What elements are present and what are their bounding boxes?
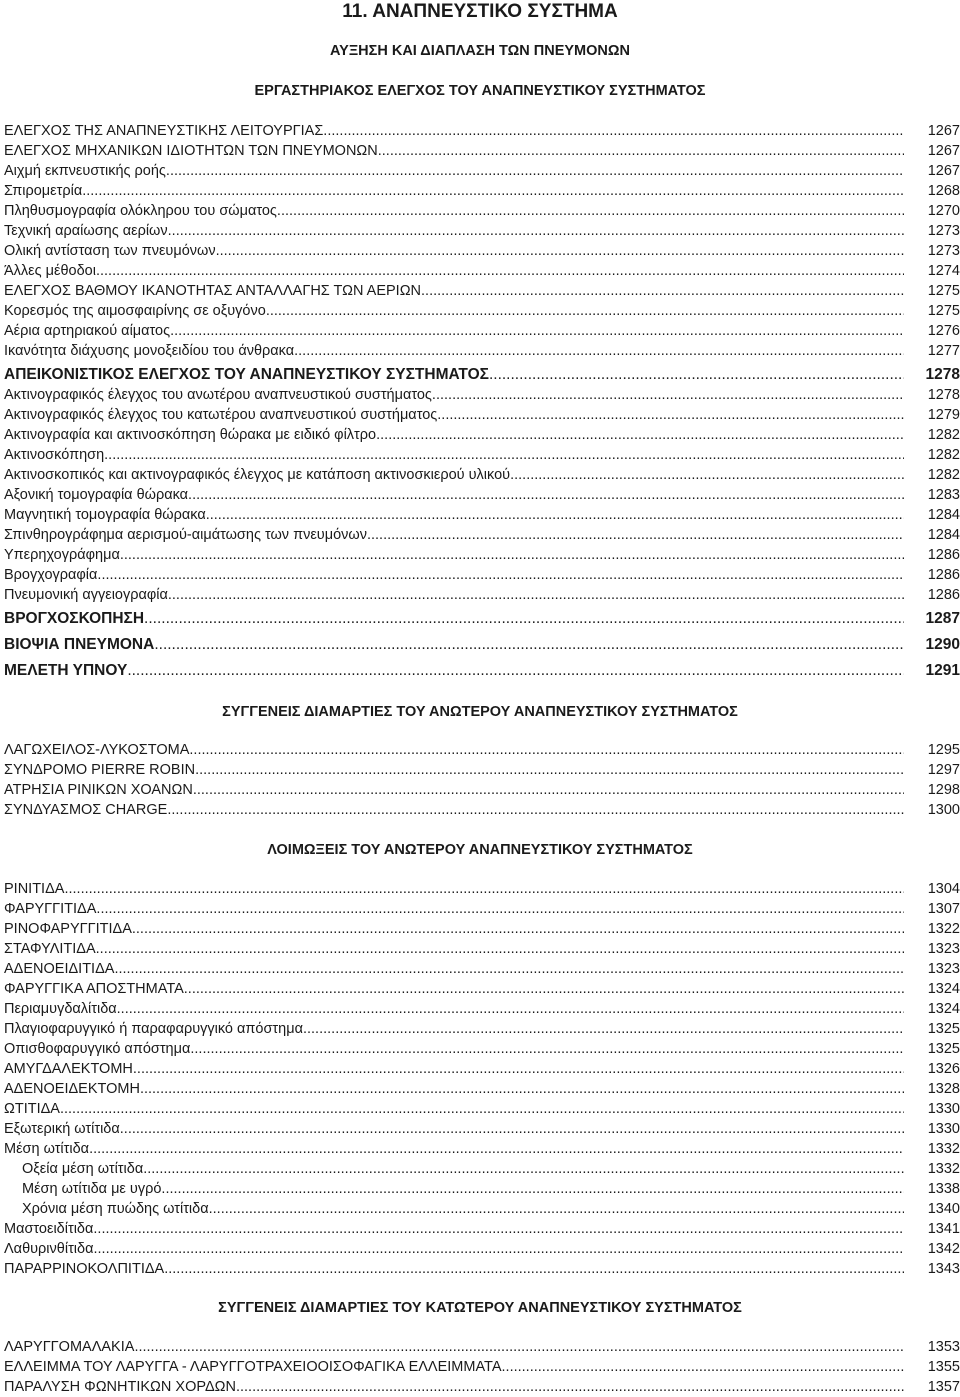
toc-entry-label — [4, 425, 904, 445]
toc-entry-text: Περιαμυγδαλίτιδα — [4, 1001, 117, 1017]
toc-entry[interactable] — [4, 445, 960, 465]
toc-entry[interactable] — [4, 405, 960, 425]
toc-entry-page: 1284 — [927, 527, 960, 543]
toc-entry-page: 1295 — [927, 742, 960, 758]
toc-entry-text: Οξεία μέση ωτίτιδα — [22, 1161, 144, 1177]
toc-entry-page: 1325 — [927, 1041, 960, 1057]
toc-entry-label — [4, 879, 904, 899]
toc-entry[interactable] — [4, 465, 960, 485]
toc-entry[interactable] — [4, 1259, 960, 1279]
toc-entry-page: 1278 — [925, 366, 960, 383]
toc-entry-page: 1330 — [927, 1121, 960, 1137]
toc-entry-page: 1323 — [927, 941, 960, 957]
toc-entry-text: Εξωτερική ωτίτιδα — [4, 1121, 120, 1137]
toc-entry[interactable] — [4, 321, 960, 341]
toc-entry[interactable] — [4, 1337, 960, 1357]
toc-entry-label — [4, 1219, 904, 1239]
toc-entry-text: ΜΕΛΕΤΗ ΥΠΝΟΥ — [4, 662, 128, 679]
toc-entry[interactable] — [4, 1099, 960, 1119]
toc-entry-label — [4, 899, 904, 919]
toc-entry[interactable] — [4, 301, 960, 321]
toc-entry-text: Αέρια αρτηριακού αίματος — [4, 323, 171, 339]
toc-entry-text: Σπινθηρογράφημα αερισμού-αιμάτωσης των πνευμόνων — [4, 527, 367, 543]
toc-entry-page: 1342 — [927, 1241, 960, 1257]
toc-entry[interactable] — [4, 261, 960, 281]
toc-entry-page: 1298 — [927, 782, 960, 798]
toc-entry-text: Τεχνική αραίωσης αερίων — [4, 223, 168, 239]
toc-entry[interactable] — [4, 661, 960, 681]
toc-entry[interactable] — [4, 1199, 960, 1219]
toc-entry[interactable] — [4, 1119, 960, 1139]
toc-entry[interactable] — [4, 999, 960, 1019]
toc-entry[interactable] — [4, 780, 960, 800]
toc-entry-label — [4, 585, 904, 605]
toc-entry-page: 1330 — [927, 1101, 960, 1117]
toc-entry-page: 1286 — [927, 547, 960, 563]
toc-entry-text: Ικανότητα διάχυσης μονοξειδίου του άνθρακα — [4, 343, 295, 359]
toc-entry-page: 1275 — [927, 303, 960, 319]
toc-entry-text: Αιχμή εκπνευστικής ροής — [4, 163, 166, 179]
toc-entry-label — [4, 1239, 904, 1259]
toc-entry-page: 1323 — [927, 961, 960, 977]
toc-entry-label — [4, 760, 904, 780]
toc-entry-page: 1332 — [927, 1161, 960, 1177]
toc-entry-page: 1276 — [927, 323, 960, 339]
toc-entry-label — [4, 635, 904, 655]
page-title: 11. ΑΝΑΠΝΕΥΣΤΙΚΟ ΣΥΣΤΗΜΑ — [342, 1, 618, 22]
toc-entry[interactable] — [4, 585, 960, 605]
toc-entry-page: 1279 — [927, 407, 960, 423]
toc-entry-page: 1355 — [927, 1359, 960, 1375]
toc-entry-text: Πνευμονική αγγειογραφία — [4, 587, 168, 603]
toc-entry-text: ΡΙΝΟΦΑΡΥΓΓΙΤΙΔΑ — [4, 921, 132, 937]
toc-entry-label — [4, 1019, 904, 1039]
toc-entry-page: 1267 — [927, 123, 960, 139]
toc-entry-page: 1273 — [927, 243, 960, 259]
toc-entry-page: 1326 — [927, 1061, 960, 1077]
toc-entry-label — [4, 959, 904, 979]
section-heading: ΣΥΓΓΕΝΕΙΣ ΔΙΑΜΑΡΤΙΕΣ ΤΟΥ ΑΝΩΤΕΡΟΥ ΑΝΑΠΝΕΥΣΤΙΚΟΥ ΣΥΣΤΗΜΑΤΟΣ — [222, 704, 738, 720]
toc-entry-page: 1357 — [927, 1379, 960, 1395]
toc-entry-page: 1275 — [927, 283, 960, 299]
toc-entry-page: 1307 — [927, 901, 960, 917]
toc-entry-label — [4, 505, 904, 525]
toc-entry[interactable] — [4, 485, 960, 505]
toc-entry[interactable] — [4, 1019, 960, 1039]
toc-entry-page: 1284 — [927, 507, 960, 523]
toc-entry-page: 1277 — [927, 343, 960, 359]
toc-entry-label — [4, 545, 904, 565]
toc-entry-label — [4, 740, 904, 760]
toc-entry-text: ΩΤΙΤΙΔΑ — [4, 1101, 60, 1117]
toc-entry-text: Ακτινογραφικός έλεγχος του ανωτέρου αναπνευστικού συστήματος — [4, 387, 432, 403]
toc-entry-label — [4, 161, 904, 181]
toc-entry[interactable] — [4, 1377, 960, 1397]
section-heading: ΕΡΓΑΣΤΗΡΙΑΚΟΣ ΕΛΕΓΧΟΣ ΤΟΥ ΑΝΑΠΝΕΥΣΤΙΚΟΥ ΣΥΣΤΗΜΑΤΟΣ — [254, 83, 706, 99]
toc-entry[interactable] — [4, 740, 960, 760]
toc-entry-label — [4, 661, 904, 681]
toc-entry-page: 1341 — [927, 1221, 960, 1237]
toc-entry-label — [4, 1159, 904, 1179]
toc-entry-text: Βρογχογραφία — [4, 567, 98, 583]
toc-entry-page: 1278 — [927, 387, 960, 403]
toc-entry-label — [4, 1059, 904, 1079]
toc-entry-label — [4, 1079, 904, 1099]
toc-entry-text: ΣΥΝΔΡΟΜΟ PIERRE ROBIN — [4, 762, 196, 778]
toc-entry-page: 1343 — [927, 1261, 960, 1277]
toc-entry-text: Αξονική τομογραφία θώρακα — [4, 487, 189, 503]
toc-entry[interactable] — [4, 221, 960, 241]
toc-entry[interactable] — [4, 385, 960, 405]
section-heading: ΣΥΓΓΕΝΕΙΣ ΔΙΑΜΑΡΤΙΕΣ ΤΟΥ ΚΑΤΩΤΕΡΟΥ ΑΝΑΠΝΕΥΣΤΙΚΟΥ ΣΥΣΤΗΜΑΤΟΣ — [218, 1300, 742, 1316]
toc-entry-page: 1282 — [927, 467, 960, 483]
toc-entry[interactable] — [4, 1139, 960, 1159]
toc-entry[interactable] — [4, 281, 960, 301]
toc-entry-text: Πλαγιοφαρυγγικό ή παραφαρυγγικό απόστημα — [4, 1021, 303, 1037]
toc-entry-text: ΕΛΕΓΧΟΣ ΤΗΣ ΑΝΑΠΝΕΥΣΤΙΚΗΣ ΛΕΙΤΟΥΡΓΙΑΣ — [4, 123, 324, 139]
toc-entry-text: ΣΤΑΦΥΛΙΤΙΔΑ — [4, 941, 96, 957]
sub-heading: ΑΥΞΗΣΗ ΚΑΙ ΔΙΑΠΛΑΣΗ ΤΩΝ ΠΝΕΥΜΟΝΩΝ — [330, 43, 630, 59]
toc-entry-text: ΠΑΡΑΡΡΙΝΟΚΟΛΠΙΤΙΔΑ — [4, 1261, 165, 1277]
toc-entry-page: 1283 — [927, 487, 960, 503]
toc-entry-page: 1324 — [927, 981, 960, 997]
toc-entry[interactable] — [4, 1039, 960, 1059]
toc-entry-page: 1270 — [927, 203, 960, 219]
toc-entry-text: Μέση ωτίτιδα με υγρό — [22, 1181, 162, 1197]
toc-entry[interactable] — [4, 899, 960, 919]
toc-entry-label — [4, 321, 904, 341]
toc-entry-text: ΕΛΕΓΧΟΣ ΜΗΧΑΝΙΚΩΝ ΙΔΙΟΤΗΤΩΝ ΤΩΝ ΠΝΕΥΜΟΝΩΝ — [4, 143, 378, 159]
toc-entry-label — [4, 181, 904, 201]
toc-entry-label — [4, 141, 904, 161]
toc-entry-text: ΑΤΡΗΣΙΑ ΡΙΝΙΚΩΝ ΧΟΑΝΩΝ — [4, 782, 193, 798]
toc-entry[interactable] — [4, 1079, 960, 1099]
toc-entry-page: 1322 — [927, 921, 960, 937]
toc-entry[interactable] — [4, 121, 960, 141]
toc-entry-page: 1353 — [927, 1339, 960, 1355]
toc-entry[interactable] — [4, 959, 960, 979]
toc-entry-label — [4, 465, 904, 485]
toc-entry-text: Ακτινογραφία και ακτινοσκόπηση θώρακα με ειδικό φίλτρο — [4, 427, 377, 443]
toc-entry-label — [4, 1199, 904, 1219]
toc-entry-text: Μέση ωτίτιδα — [4, 1141, 90, 1157]
toc-entry-page: 1340 — [927, 1201, 960, 1217]
toc-entry-text: ΦΑΡΥΓΓΙΤΙΔΑ — [4, 901, 97, 917]
toc-entry-page: 1274 — [927, 263, 960, 279]
toc-entry[interactable] — [4, 365, 960, 385]
toc-entry-text: ΕΛΕΓΧΟΣ ΒΑΘΜΟΥ ΙΚΑΝΟΤΗΤΑΣ ΑΝΤΑΛΛΑΓΗΣ ΤΩΝ ΑΕΡΙΩΝ — [4, 283, 422, 299]
toc-entry[interactable] — [4, 879, 960, 899]
toc-entry[interactable] — [4, 979, 960, 999]
toc-entry-page: 1287 — [925, 610, 960, 627]
toc-entry-page: 1267 — [927, 163, 960, 179]
toc-entry[interactable] — [4, 1059, 960, 1079]
toc-entry-page: 1338 — [927, 1181, 960, 1197]
toc-entry-label — [4, 241, 904, 261]
toc-entry-label — [4, 121, 904, 141]
toc-entry-text: ΕΛΛΕΙΜΜΑ ΤΟΥ ΛΑΡΥΓΓΑ - ΛΑΡΥΓΓΟΤΡΑΧΕΙΟΟΙΣΟΦΑΓΙΚΑ ΕΛΛΕΙΜΜΑΤΑ — [4, 1359, 502, 1375]
toc-entry[interactable] — [4, 341, 960, 361]
toc-entry-text: ΑΔΕΝΟΕΙΔΙΤΙΔΑ — [4, 961, 115, 977]
toc-entry-text: Οπισθοφαρυγγικό απόστημα — [4, 1041, 191, 1057]
toc-entry[interactable] — [4, 635, 960, 655]
toc-entry-label — [4, 1119, 904, 1139]
toc-entry-text: ΒΡΟΓΧΟΣΚΟΠΗΣΗ — [4, 610, 145, 627]
toc-entry-label — [4, 1139, 904, 1159]
toc-entry-page: 1273 — [927, 223, 960, 239]
toc-entry-label — [4, 485, 904, 505]
toc-entry-page: 1328 — [927, 1081, 960, 1097]
toc-entry-text: Μαστοειδίτιδα — [4, 1221, 94, 1237]
toc-entry[interactable] — [4, 1357, 960, 1377]
toc-entry[interactable] — [4, 760, 960, 780]
toc-entry-text: ΛΑΓΩΧΕΙΛΟΣ-ΛΥΚΟΣΤΟΜΑ — [4, 742, 190, 758]
toc-entry[interactable] — [4, 1179, 960, 1199]
toc-entry-text: Υπερηχογράφημα — [4, 547, 120, 563]
toc-entry-label — [4, 405, 904, 425]
toc-entry-label — [4, 939, 904, 959]
toc-entry-page: 1291 — [925, 662, 960, 679]
toc-entry-text: ΑΠΕΙΚΟΝΙΣΤΙΚΟΣ ΕΛΕΓΧΟΣ ΤΟΥ ΑΝΑΠΝΕΥΣΤΙΚΟΥ ΣΥΣΤΗΜΑΤΟΣ — [4, 366, 489, 383]
toc-entry-text: Ακτινογραφικός έλεγχος του κατωτέρου αναπνευστικού συστήματος — [4, 407, 438, 423]
toc-entry[interactable] — [4, 939, 960, 959]
toc-entry-text: ΑΜΥΓΔΑΛΕΚΤΟΜΗ — [4, 1061, 133, 1077]
toc-entry-text: Σπιρομετρία — [4, 183, 83, 199]
toc-entry-label — [4, 919, 904, 939]
toc-entry-text: ΦΑΡΥΓΓΙΚΑ ΑΠΟΣΤΗΜΑΤΑ — [4, 981, 184, 997]
toc-entry[interactable] — [4, 181, 960, 201]
toc-entry-text: ΡΙΝΙΤΙΔΑ — [4, 881, 65, 897]
toc-entry-page: 1290 — [925, 636, 960, 653]
toc-entry-label — [4, 201, 904, 221]
toc-entry-label — [4, 1357, 904, 1377]
toc-entry[interactable] — [4, 919, 960, 939]
toc-entry-label — [4, 1259, 904, 1279]
toc-entry-page: 1304 — [927, 881, 960, 897]
toc-entry[interactable] — [4, 505, 960, 525]
toc-entry-page: 1282 — [927, 447, 960, 463]
toc-entry-label — [4, 261, 904, 281]
toc-entry[interactable] — [4, 545, 960, 565]
toc-entry[interactable] — [4, 425, 960, 445]
toc-entry-page: 1325 — [927, 1021, 960, 1037]
toc-entry-label — [4, 221, 904, 241]
toc-entry-label — [4, 800, 904, 820]
toc-entry-label — [4, 301, 904, 321]
toc-entry-text: ΣΥΝΔΥΑΣΜΟΣ CHARGE — [4, 802, 168, 818]
toc-entry-text: Ακτινοσκόπηση — [4, 447, 105, 463]
toc-entry[interactable] — [4, 1159, 960, 1179]
toc-entry-label — [4, 525, 904, 545]
toc-entry[interactable] — [4, 800, 960, 820]
toc-entry-text: ΠΑΡΑΛΥΣΗ ΦΩΝΗΤΙΚΩΝ ΧΟΡΔΩΝ — [4, 1379, 236, 1395]
toc-entry-label — [4, 780, 904, 800]
toc-entry-page: 1268 — [927, 183, 960, 199]
toc-entry-text: Πληθυσμογραφία ολόκληρου του σώματος — [4, 203, 277, 219]
toc-entry-page: 1332 — [927, 1141, 960, 1157]
toc-entry-label — [4, 979, 904, 999]
toc-entry-label — [4, 445, 904, 465]
toc-entry[interactable] — [4, 525, 960, 545]
toc-entry-label — [4, 385, 904, 405]
toc-entry-label — [4, 999, 904, 1019]
toc-entry-text: Ολική αντίσταση των πνευμόνων — [4, 243, 216, 259]
toc-entry-text: Άλλες μέθοδοι — [4, 263, 96, 279]
toc-entry-text: Χρόνια μέση πυώδης ωτίτιδα — [22, 1201, 209, 1217]
toc-entry-label — [4, 1039, 904, 1059]
toc-entry-label — [4, 1179, 904, 1199]
toc-entry-label — [4, 281, 904, 301]
toc-entry[interactable] — [4, 1239, 960, 1259]
toc-entry-page: 1324 — [927, 1001, 960, 1017]
toc-entry-label — [4, 1337, 904, 1357]
toc-entry-page: 1286 — [927, 587, 960, 603]
toc-entry-label — [4, 341, 904, 361]
toc-entry-label — [4, 1099, 904, 1119]
toc-entry-label — [4, 609, 904, 629]
toc-entry[interactable] — [4, 1219, 960, 1239]
toc-entry-label — [4, 365, 904, 385]
toc-entry[interactable] — [4, 141, 960, 161]
toc-entry-text: ΛΑΡΥΓΓΟΜΑΛΑΚΙΑ — [4, 1339, 135, 1355]
toc-entry-label — [4, 565, 904, 585]
toc-entry-page: 1286 — [927, 567, 960, 583]
toc-entry-page: 1300 — [927, 802, 960, 818]
toc-entry-page: 1282 — [927, 427, 960, 443]
section-heading: ΛΟΙΜΩΞΕΙΣ ΤΟΥ ΑΝΩΤΕΡΟΥ ΑΝΑΠΝΕΥΣΤΙΚΟΥ ΣΥΣΤΗΜΑΤΟΣ — [267, 842, 693, 858]
toc-entry-page: 1297 — [927, 762, 960, 778]
toc-entry-text: Λαθυρινθίτιδα — [4, 1241, 94, 1257]
toc-entry-text: Κορεσμός της αιμοσφαιρίνης σε οξυγόνο — [4, 303, 266, 319]
toc-entry[interactable] — [4, 201, 960, 221]
toc-entry[interactable] — [4, 161, 960, 181]
toc-entry-text: ΑΔΕΝΟΕΙΔΕΚΤΟΜΗ — [4, 1081, 140, 1097]
toc-entry[interactable] — [4, 241, 960, 261]
toc-entry-text: Ακτινοσκοπικός και ακτινογραφικός έλεγχος με κατάποση ακτινοσκιερού υλικού — [4, 467, 511, 483]
toc-entry-page: 1267 — [927, 143, 960, 159]
toc-entry-text: Μαγνητική τομογραφία θώρακα — [4, 507, 206, 523]
toc-entry-label — [4, 1377, 904, 1397]
toc-entry-text: ΒΙΟΨΙΑ ΠΝΕΥΜΟΝΑ — [4, 636, 155, 653]
toc-entry[interactable] — [4, 565, 960, 585]
toc-entry[interactable] — [4, 609, 960, 629]
